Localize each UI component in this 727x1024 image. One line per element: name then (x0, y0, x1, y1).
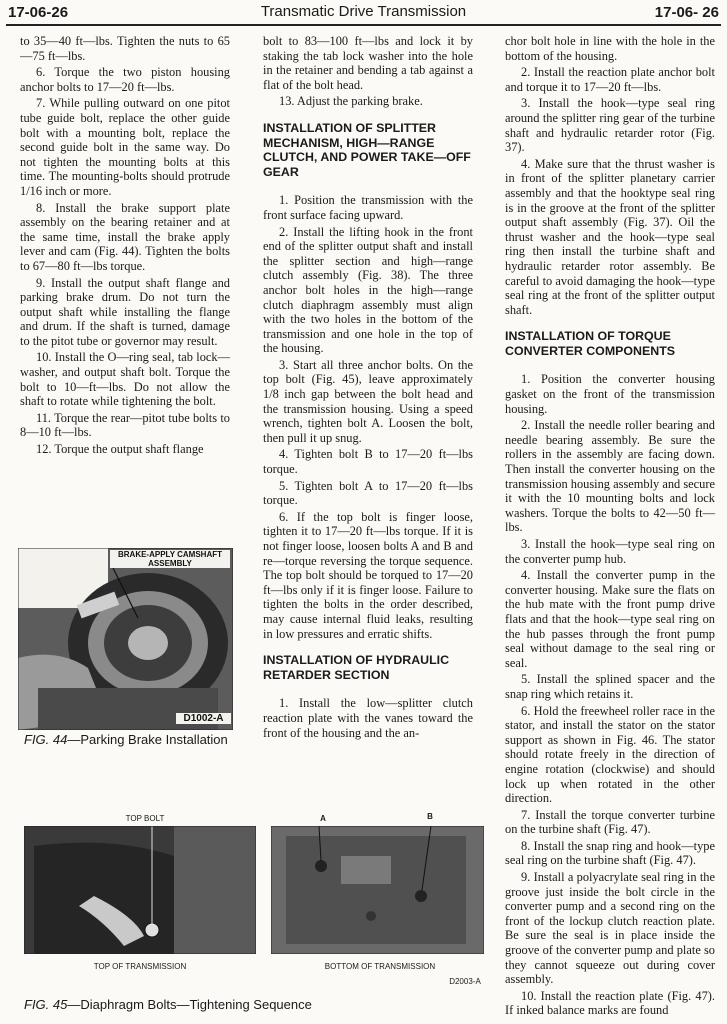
paragraph: chor bolt hole in line with the hole in the bottom of the housing. (505, 34, 715, 63)
step-7: 7. While pulling outward on one pitot tube guide bolt, replace the other guide bolt with a mounting bolt, replace the second guide bolt in the same way. Do not tighten the mounting bolts at this time. The mounting-bolts should protrude 1/16 inch or more. (20, 96, 230, 198)
column-1 (20, 34, 230, 459)
figure-44-photo (18, 548, 233, 730)
figure-44-code: D1002-A (176, 713, 231, 724)
top-of-transmission-illustration (24, 826, 256, 954)
step-13: 13. Adjust the parking brake. (279, 94, 423, 109)
step-2: 2. Install the needle roller bearing and needle bearing assembly. Be sure the rollers in the assembly are facing down. Then install the converter housing on the transmission housing assembly and secure it with the 10 mounting bolts and lock washers. Torque the bolts to 42—50 ft—lbs. (505, 418, 715, 535)
bottom-of-transmission-illustration (271, 826, 484, 954)
figure-44-callout: BRAKE-APPLY CAMSHAFT ASSEMBLY (110, 550, 230, 568)
figure-45-caption (24, 997, 484, 1012)
paragraph: to 35—40 ft—lbs. Tighten the nuts to 65—75 ft—lbs. (20, 34, 230, 63)
step-3: 3. Install the hook—type seal ring around the splitter ring gear of the turbine shaft and hydraulic retarder rotor (Fig. 37). (505, 96, 715, 155)
step-4: 4. Make sure that the thrust washer is in front of the splitter planetary carrier assembly and that the hooktype seal ring is in the groove at the front of the splitter output shaft assembly (Fig. 37). Oil the thrust washer and the hook—type seal ring then install the turbine shaft and hydraulic retarder rotor assembly. Be careful to avoid damaging the hook—type seal ring at the front of the splitter output shaft. (505, 156, 715, 317)
figure-45-code: D2003-A (449, 977, 481, 986)
page-number-left: 17-06-26 (8, 4, 69, 21)
step-9: 9. Install the output shaft flange and parking brake drum. Do not turn the output shaft while installing the flange and drum. If the shaft is turned, damage to the pitot tube or governor may result. (20, 275, 230, 348)
column-2 (263, 34, 473, 742)
figure-44-caption (24, 732, 234, 747)
step-3: 3. Start all three anchor bolts. On the top bolt (Fig. 45), leave approximately 1/8 inch gap between the bolt head and the transmission housing. Using a speed wrench, tighten bolt A. Loosen the bolt, then pull it up snug. (263, 357, 473, 445)
step-4: 4. Tighten bolt B to 17—20 ft—lbs torque. (263, 447, 473, 477)
step-8: 8. Install the brake support plate assembly on the bearing retainer and at the same time, install the brake apply lever and cam (Fig. 44). Tighten the bolts to 67—80 ft—lbs torque. (20, 200, 230, 273)
parking-brake-illustration (18, 548, 233, 730)
step-12: 12. Torque the output shaft flange (36, 442, 204, 457)
step-2: 2. Install the reaction plate anchor bolt and torque it to 17—20 ft—lbs. (505, 65, 715, 94)
top-of-transmission-caption: TOP OF TRANSMISSION (93, 962, 187, 971)
figure-44-title: —Parking Brake Installation (67, 732, 228, 747)
section-heading-retarder: INSTALLATION OF HYDRAULIC RETARDER SECTION (263, 653, 450, 682)
step-8: 8. Install the snap ring and hook—type seal ring on the turbine shaft (Fig. 47). (505, 838, 715, 868)
running-title: Transmatic Drive Transmission (260, 3, 467, 20)
step-1: 1. Position the transmission with the front surface facing upward. (263, 193, 473, 222)
step-6: 6. If the top bolt is finger loose, tighten it to 17—20 ft—lbs torque. If it is not finger loose, loosen bolts A and B and re—torque reversing the torque sequence. The top bolt should be torqued to 17—20 ft—lbs only if it is finger loose. Failure to tighten the bolts in the order described, may cause internal fluid leaks, resulting in low pressures and erratic shifts. (263, 509, 473, 641)
step-10: 10. Install the O—ring seal, tab lock—washer, and output shaft bolt. Torque the bolt to 10—ft—lbs. Do not allow the shaft to rotate while tightening the bolt. (20, 350, 230, 409)
figure-45-bottom-photo (271, 826, 484, 954)
header-rule (6, 24, 721, 26)
step-10: 10. Install the reaction plate (Fig. 47). If inked balance marks are found (505, 988, 715, 1018)
figure-45-title: —Diaphragm Bolts—Tightening Sequence (67, 997, 312, 1012)
figure-44-number: FIG. 44 (24, 732, 68, 747)
bottom-of-transmission-caption: BOTTOM OF TRANSMISSION (324, 962, 436, 971)
page-number-right: 17-06- 26 (654, 4, 719, 21)
section-heading-converter: INSTALLATION OF TORQUE CONVERTER COMPONENTS (505, 329, 676, 358)
step-7: 7. Install the torque converter turbine on the turbine shaft (Fig. 47). (505, 807, 715, 837)
figure-45-top-photo (24, 826, 256, 954)
step-5: 5. Tighten bolt A to 17—20 ft—lbs torque. (263, 478, 473, 508)
bolt-a-label: A (320, 814, 326, 823)
page-header (0, 0, 727, 28)
step-11: 11. Torque the rear—pitot tube bolts to 8—10 ft—lbs. (20, 410, 230, 440)
column-3 (505, 34, 715, 1020)
paragraph: bolt to 83—100 ft—lbs and lock it by staking the tab lock washer into the hole in the retainer and bending a tab against a flat of the bolt head. (263, 34, 473, 92)
step-3: 3. Install the hook—type seal ring on the converter pump hub. (505, 537, 715, 566)
step-5: 5. Install the splined spacer and the snap ring which retains it. (505, 672, 715, 701)
section-heading-splitter: INSTALLATION OF SPLITTER MECHANISM, HIGH—RANGE CLUTCH, AND POWER TAKE—OFF GEAR (263, 120, 471, 179)
step-9: 9. Install a polyacrylate seal ring in the groove just inside the bolt circle in the converter pump and a second ring on the front of the lockup clutch reaction plate. Be sure the seal is in place inside the groove of the converter pump and plate so they cannot squeeze out during cover assembly. (505, 870, 715, 987)
figure-45-number: FIG. 45 (24, 997, 68, 1012)
step-1: 1. Position the converter housing gasket on the front of the transmission housing. (505, 372, 715, 416)
top-bolt-label: TOP BOLT (125, 814, 165, 823)
step-2: 2. Install the lifting hook in the front end of the splitter output shaft and install the splitter section and high—range clutch assembly (Fig. 38). The three anchor bolt holes in the high—range clutch diaphragm assembly must align with the two holes in the bottom of the transmission and one hole in the top of the housing. (263, 224, 473, 356)
step-1: 1. Install the low—splitter clutch reaction plate with the vanes toward the front of the housing and the an- (263, 696, 473, 740)
step-4: 4. Install the converter pump in the converter housing. Make sure the flats on the hub mate with the front pump drive flats and that the hook—type seal ring on the hub passes through the front pump seal without damage to the seal ring or seal. (505, 568, 715, 670)
step-6: 6. Torque the two piston housing anchor bolts to 17—20 ft—lbs. (20, 65, 230, 94)
step-6: 6. Hold the freewheel roller race in the stator, and install the stator on the stator support as shown in Fig. 46. The stator should rotate freely in the direction of engine rotation (clockwise) and should lock up when rotated in the other direction. (505, 703, 715, 806)
bolt-b-label: B (427, 812, 433, 821)
